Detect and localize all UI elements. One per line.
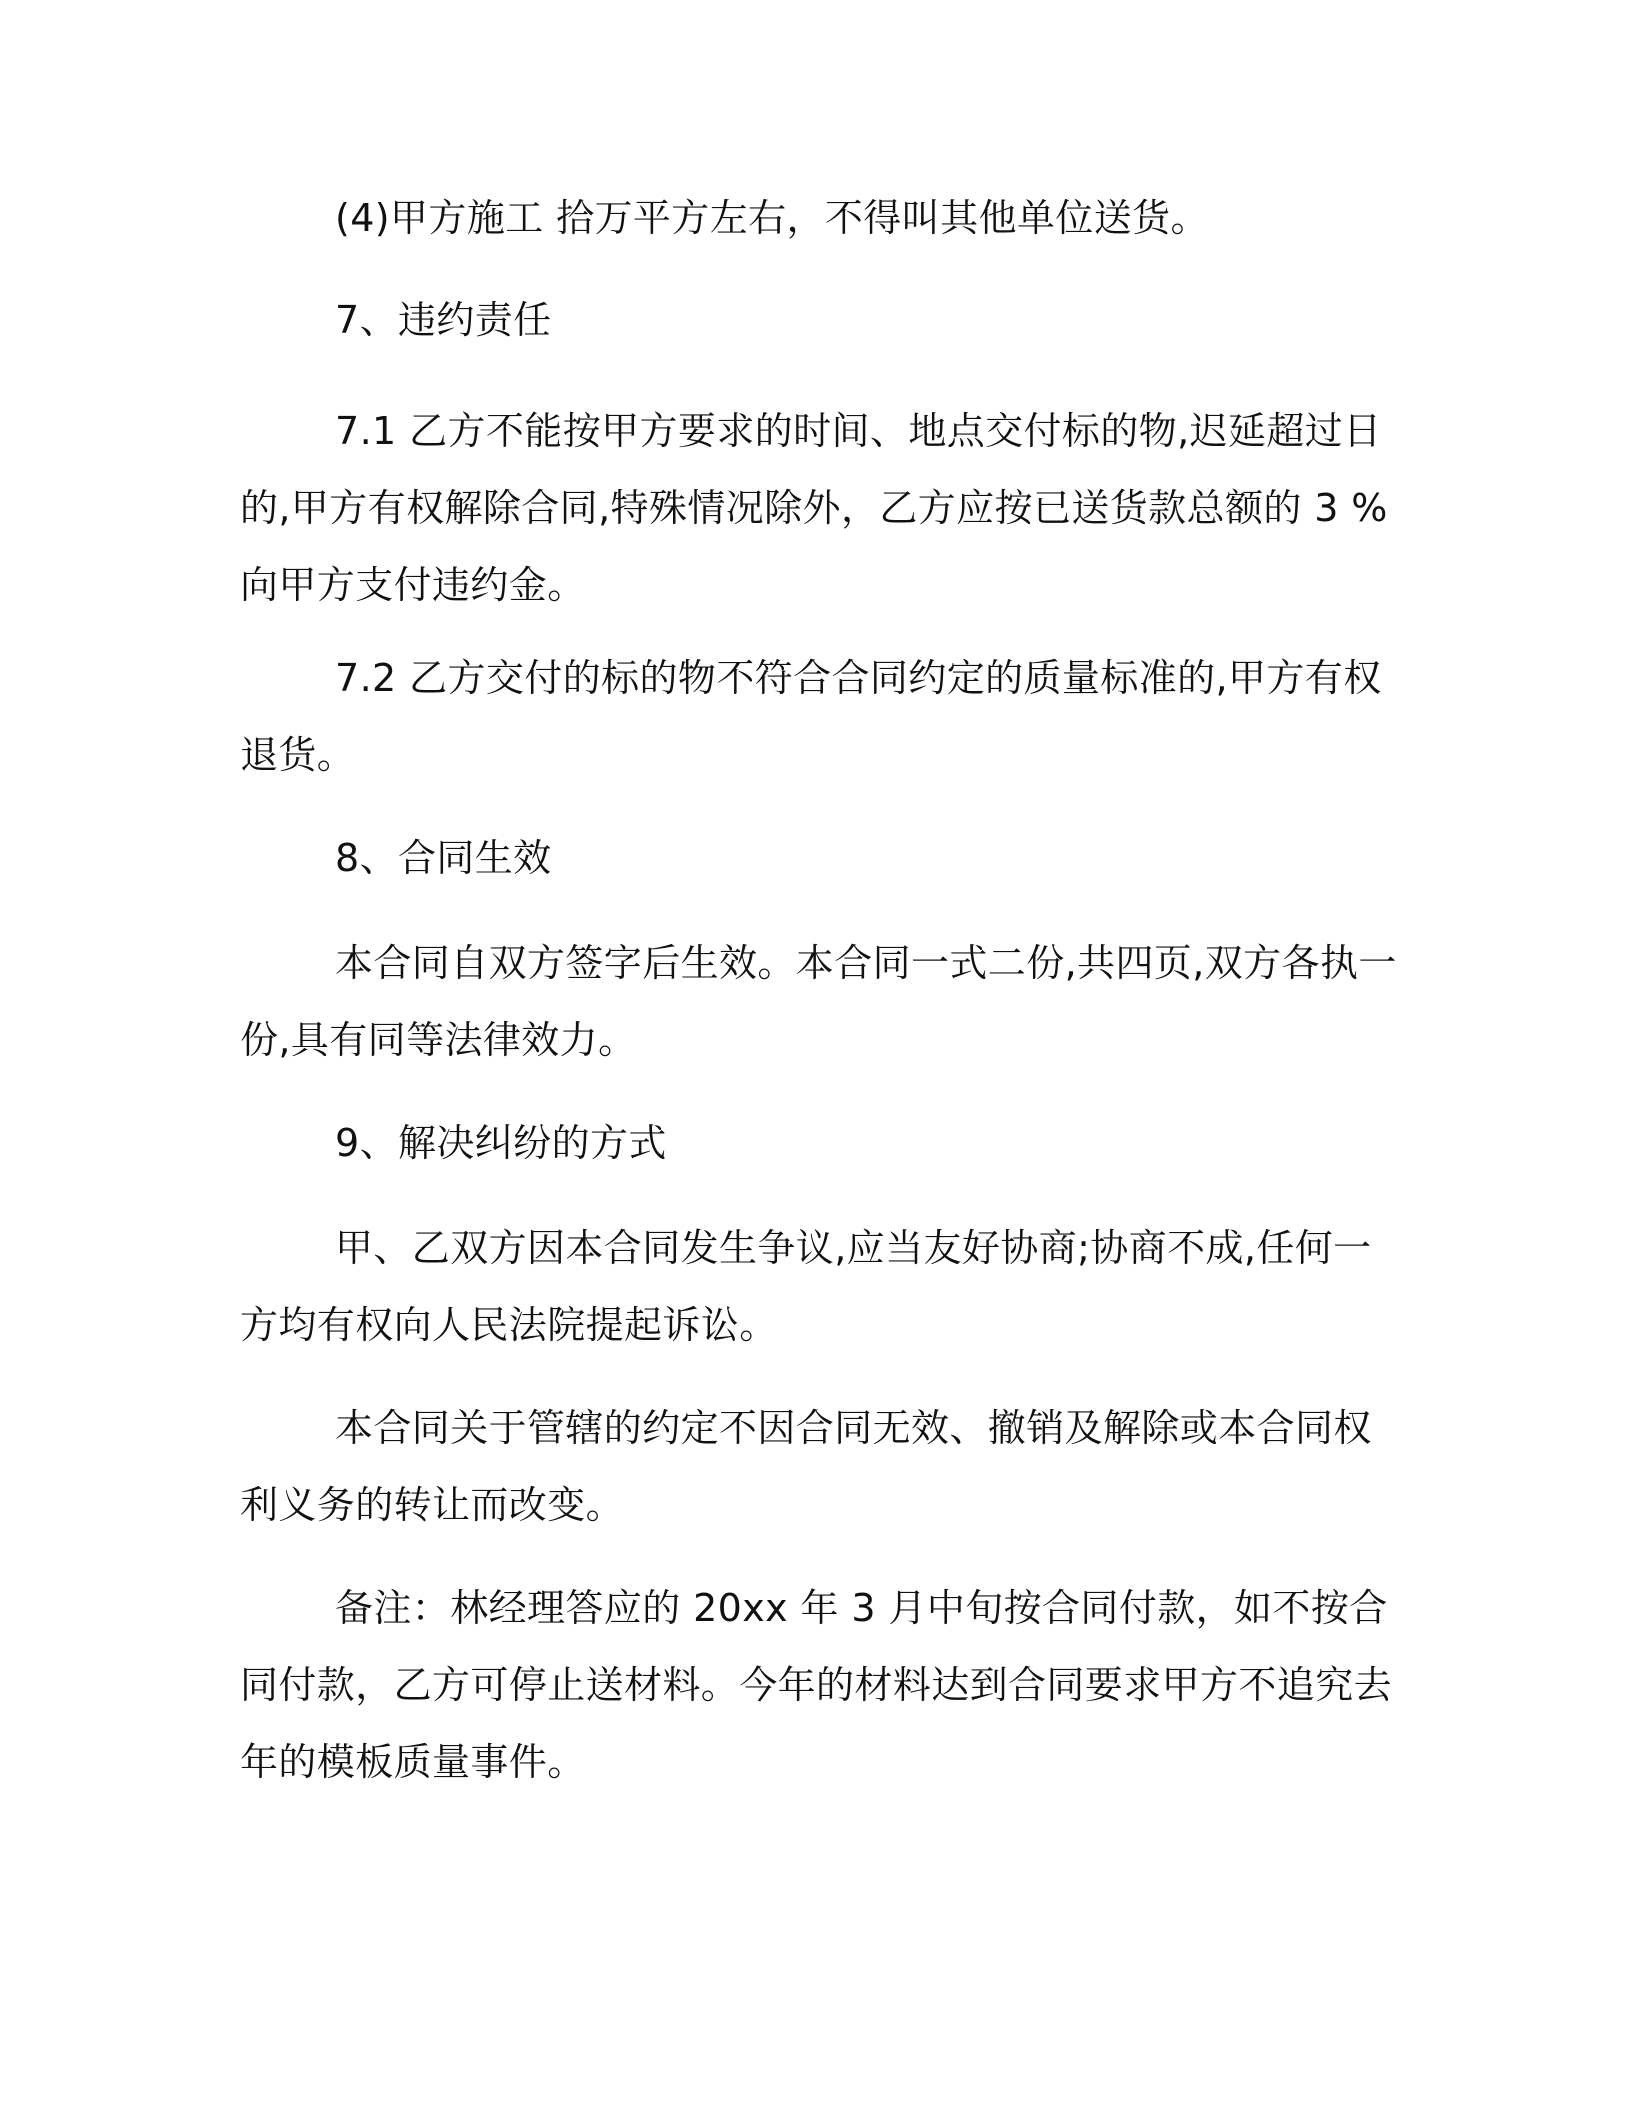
paragraph-clause-7-1: 7.1 乙方不能按甲方要求的时间、地点交付标的物,迟延超过日的,甲方有权解除合同,特殊情况除外，乙方应按已送货款总额的 3 %向甲方支付违约金。 xyxy=(240,409,1388,607)
section-heading-breach-liability: 7、违约责任 xyxy=(335,298,552,342)
paragraph-supply-restriction: (4)甲方施工 拾万平方左右，不得叫其他单位送货。 xyxy=(335,196,1209,240)
paragraph-jurisdiction: 本合同关于管辖的约定不因合同无效、撤销及解除或本合同权利义务的转让而改变。 xyxy=(240,1406,1372,1527)
paragraph-dispute-negotiation: 甲、乙双方因本合同发生争议,应当友好协商;协商不成,任何一方均有权向人民法院提起诉讼。 xyxy=(240,1226,1372,1347)
section-heading-contract-effect: 8、合同生效 xyxy=(335,836,552,880)
paragraph-clause-7-2: 7.2 乙方交付的标的物不符合合同约定的质量标准的,甲方有权退货。 xyxy=(240,656,1382,777)
paragraph-contract-effect: 本合同自双方签字后生效。本合同一式二份,共四页,双方各执一份,具有同等法律效力。 xyxy=(240,941,1397,1062)
section-heading-dispute-resolution: 9、解决纠纷的方式 xyxy=(335,1121,667,1165)
paragraph-remarks: 备注：林经理答应的 20xx 年 3 月中旬按合同付款，如不按合同付款，乙方可停止送材料。今年的材料达到合同要求甲方不追究去年的模板质量事件。 xyxy=(240,1586,1393,1784)
